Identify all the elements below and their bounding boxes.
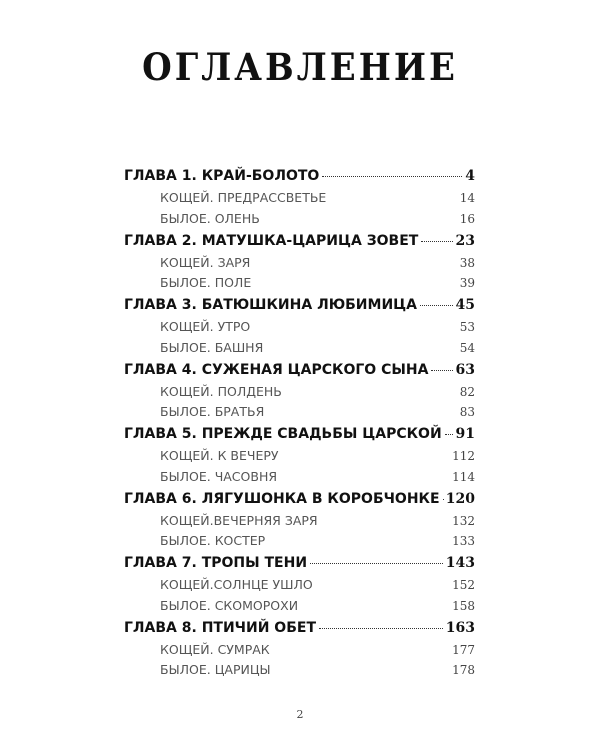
subsection-title: БЫЛОЕ. ЦАРИЦЫ <box>160 662 271 677</box>
chapter-title: ГЛАВА 3. БАТЮШКИНА ЛЮБИМИЦА <box>124 297 417 313</box>
subsection-title: БЫЛОЕ. СКОМОРОХИ <box>160 597 299 613</box>
page-number: 2 <box>296 708 304 721</box>
subsection-title: БЫЛОЕ. БРАТЬЯ <box>160 404 265 419</box>
chapter-row <box>124 555 475 577</box>
subsection-page-number: 177 <box>452 642 475 657</box>
dot-leader <box>420 305 453 306</box>
chapter-title: ГЛАВА 2. МАТУШКА-ЦАРИЦА ЗОВЕТ <box>124 232 419 249</box>
chapter-title: ГЛАВА 6. ЛЯГУШОНКА В КОРОБЧОНКЕ <box>124 490 440 507</box>
dot-leader <box>431 370 452 371</box>
chapter-row <box>124 426 475 448</box>
chapter-title: ГЛАВА 4. СУЖЕНАЯ ЦАРСКОГО СЫНА <box>124 361 429 378</box>
chapter-row <box>124 168 475 190</box>
dot-leader <box>310 563 443 564</box>
chapter-page-number: 163 <box>445 619 475 636</box>
chapter-entry <box>124 233 475 298</box>
table-of-contents <box>124 168 475 684</box>
subsection-row <box>124 533 475 554</box>
subsection-page-number: 133 <box>452 534 475 548</box>
subsection-page-number: 83 <box>459 405 475 419</box>
subsection-page-number: 152 <box>452 578 475 592</box>
chapter-page-number: 143 <box>445 555 475 571</box>
chapter-entry <box>124 555 475 620</box>
subsection-page-number: 112 <box>452 449 475 463</box>
subsection-title: КОЩЕЙ. ЗАРЯ <box>160 254 251 270</box>
chapter-entry <box>124 297 475 362</box>
subsection-page-number: 54 <box>459 340 475 355</box>
chapter-title: ГЛАВА 7. ТРОПЫ ТЕНИ <box>124 555 308 571</box>
chapter-entry <box>124 491 475 556</box>
subsection-title: БЫЛОЕ. КОСТЕР <box>160 533 266 548</box>
subsection-row <box>124 577 475 598</box>
chapter-page-number: 120 <box>445 490 475 507</box>
chapter-title: ГЛАВА 8. ПТИЧИЙ ОБЕТ <box>124 619 316 636</box>
chapter-row <box>124 491 475 513</box>
dot-leader <box>319 628 443 629</box>
subsection-row <box>124 513 475 534</box>
page-title: ОГЛАВЛЕНИЕ <box>142 46 458 90</box>
chapter-page-number: 23 <box>455 232 475 249</box>
subsection-page-number: 178 <box>452 663 475 677</box>
chapter-title: ГЛАВА 1. КРАЙ-БОЛОТО <box>124 168 320 184</box>
subsection-row <box>124 340 475 361</box>
chapter-page-number: 4 <box>465 168 475 184</box>
chapter-entry <box>124 362 475 427</box>
chapter-entry <box>124 426 475 491</box>
dot-leader <box>322 176 462 177</box>
chapter-row <box>124 297 475 319</box>
subsection-row <box>124 598 475 619</box>
dot-leader <box>421 241 452 242</box>
subsection-page-number: 114 <box>452 469 475 484</box>
subsection-row <box>124 255 475 276</box>
subsection-row <box>124 319 475 340</box>
subsection-page-number: 39 <box>459 276 475 290</box>
chapter-entry <box>124 620 475 685</box>
subsection-row <box>124 211 475 232</box>
dot-leader <box>445 434 453 435</box>
chapter-title: ГЛАВА 5. ПРЕЖДЕ СВАДЬБЫ ЦАРСКОЙ <box>124 426 442 442</box>
subsection-title: БЫЛОЕ. БАШНЯ <box>160 339 264 355</box>
subsection-row <box>124 642 475 663</box>
subsection-page-number: 158 <box>452 598 475 613</box>
subsection-row <box>124 404 475 425</box>
chapter-row <box>124 362 475 384</box>
subsection-title: БЫЛОЕ. ЧАСОВНЯ <box>160 468 278 484</box>
subsection-row <box>124 662 475 683</box>
subsection-title: КОЩЕЙ.СОЛНЦЕ УШЛО <box>160 577 313 592</box>
subsection-title: БЫЛОЕ. ОЛЕНЬ <box>160 210 260 226</box>
subsection-title: КОЩЕЙ. СУМРАК <box>160 641 270 657</box>
subsection-title: БЫЛОЕ. ПОЛЕ <box>160 275 252 290</box>
chapter-page-number: 91 <box>455 426 475 442</box>
subsection-title: КОЩЕЙ. ПОЛДЕНЬ <box>160 383 282 399</box>
subsection-page-number: 14 <box>459 191 475 205</box>
subsection-row <box>124 190 475 211</box>
chapter-row <box>124 620 475 642</box>
chapter-page-number: 45 <box>455 297 475 313</box>
subsection-row <box>124 275 475 296</box>
chapter-page-number: 63 <box>455 361 475 378</box>
subsection-page-number: 38 <box>459 255 475 270</box>
subsection-row <box>124 448 475 469</box>
subsection-page-number: 53 <box>459 320 475 334</box>
subsection-page-number: 16 <box>459 211 475 226</box>
subsection-title: КОЩЕЙ. ПРЕДРАССВЕТЬЕ <box>160 190 327 205</box>
subsection-row <box>124 469 475 490</box>
subsection-title: КОЩЕЙ.ВЕЧЕРНЯЯ ЗАРЯ <box>160 512 318 528</box>
subsection-row <box>124 384 475 405</box>
chapter-entry <box>124 168 475 233</box>
subsection-page-number: 132 <box>452 513 475 528</box>
subsection-title: КОЩЕЙ. К ВЕЧЕРУ <box>160 448 279 463</box>
chapter-row <box>124 233 475 255</box>
subsection-page-number: 82 <box>459 384 475 399</box>
subsection-title: КОЩЕЙ. УТРО <box>160 319 251 334</box>
